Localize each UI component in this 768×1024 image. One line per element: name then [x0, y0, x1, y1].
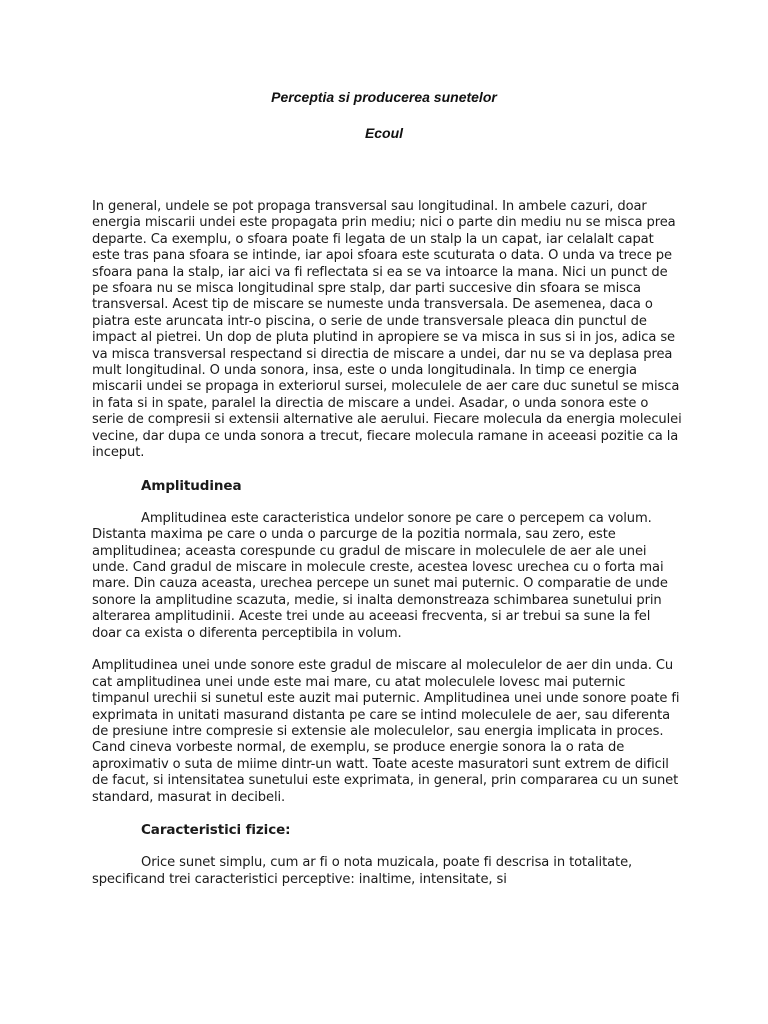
physical-characteristics-paragraph: Orice sunet simplu, cum ar fi o nota muzicala, poate fi descrisa in totalitate, specificand trei caracteristici perceptive: inaltime, intensitate, si: [92, 855, 633, 887]
document-title: Perceptia si producerea sunetelor: [271, 89, 497, 105]
amplitude-paragraph-1: Amplitudinea este caracteristica undelor sonore pe care o percepem ca volum. Distanta maxima pe care o unda o parcurge de la pozitia normala, sau zero, este amplitudinea; aceasta corespunde cu gradul de miscare in moleculele de aer ale unei unde. Cand gradul de miscare in molecule creste, acestea lovesc urechea cu o forta mai mare. Din cauza aceasta, urechea percepe un sunet mai puternic. O comparatie de unde sonore la amplitudine scazuta, medie, si inalta demonstreaza schimbarea sunetului prin alterarea amplitudinii. Aceste trei unde au aceeasi frecventa, si ar trebui sa sune la fel doar ca exista o diferenta perceptibila in volum.: [92, 510, 668, 641]
amplitude-paragraph-2: Amplitudinea unei unde sonore este gradul de miscare al moleculelor de aer din unda. Cu cat amplitudinea unei unde este mai mare, cu atat moleculele lovesc mai puternic timpanul urechii si sunetul este auzit mai puternic. Amplitudinea unei unde sonore poate fi exprimata in unitati masurand distanta pe care se intind moleculele de aer, sau diferenta de presiune intre compresie si extensie ale moleculelor, sau energia implicata in proces. Cand cineva vorbeste normal, de exemplu, se produce energie sonora la o rata de aproximativ o suta de miime dintr-un watt. Toate aceste masuratori sunt extrem de dificil de facut, si intensitatea sunetului este exprimata, in general, prin compararea cu un sunet standard, masurat in decibeli.: [92, 658, 680, 805]
intro-paragraph: In general, undele se pot propaga transversal sau longitudinal. In ambele cazuri, doar energia miscarii undei este propagata prin mediu; nici o parte din mediu nu se misca prea departe. Ca exemplu, o sfoara poate fi legata de un stalp la un capat, iar celalalt capat este tras pana sfoara se intinde, iar apoi sfoara este scuturata o data. O unda va trece pe sfoara pana la stalp, iar aici va fi reflectata si ea se va intoarce la mana. Nici un punct de pe sfoara nu se misca longitudinal spre stalp, dar parti succesive din sfoara se misca transversal. Acest tip de miscare se numeste unda transversala. De asemenea, daca o piatra este aruncata intr-o piscina, o serie de unde transversale pleaca din punctul de impact al pietrei. Un dop de pluta plutind in apropiere se va misca in sus si in jos, adica se va misca transversal respectand si directia de miscare a undei, dar nu se va deplasa prea mult longitudinal. O unda sonora, insa, este o unda longitudinala. In timp ce energia miscarii undei se propaga in exteriorul sursei, moleculele de aer care duc sunetul se misca in fata si in spate, paralel la directia de miscare a undei. Asadar, o unda sonora este o serie de compresii si extensii alternative ale aerului. Fiecare molecula da energia moleculei vecine, dar dupa ce unda sonora a trecut, fiecare molecula ramane in aceeasi pozitie ca la inceput.: [92, 199, 682, 461]
document-body: [92, 199, 682, 888]
section-heading-amplitudinea: Amplitudinea: [141, 477, 242, 494]
section-heading-caracteristici: Caracteristici fizice:: [141, 822, 291, 839]
document-subtitle: Ecoul: [364, 125, 404, 141]
